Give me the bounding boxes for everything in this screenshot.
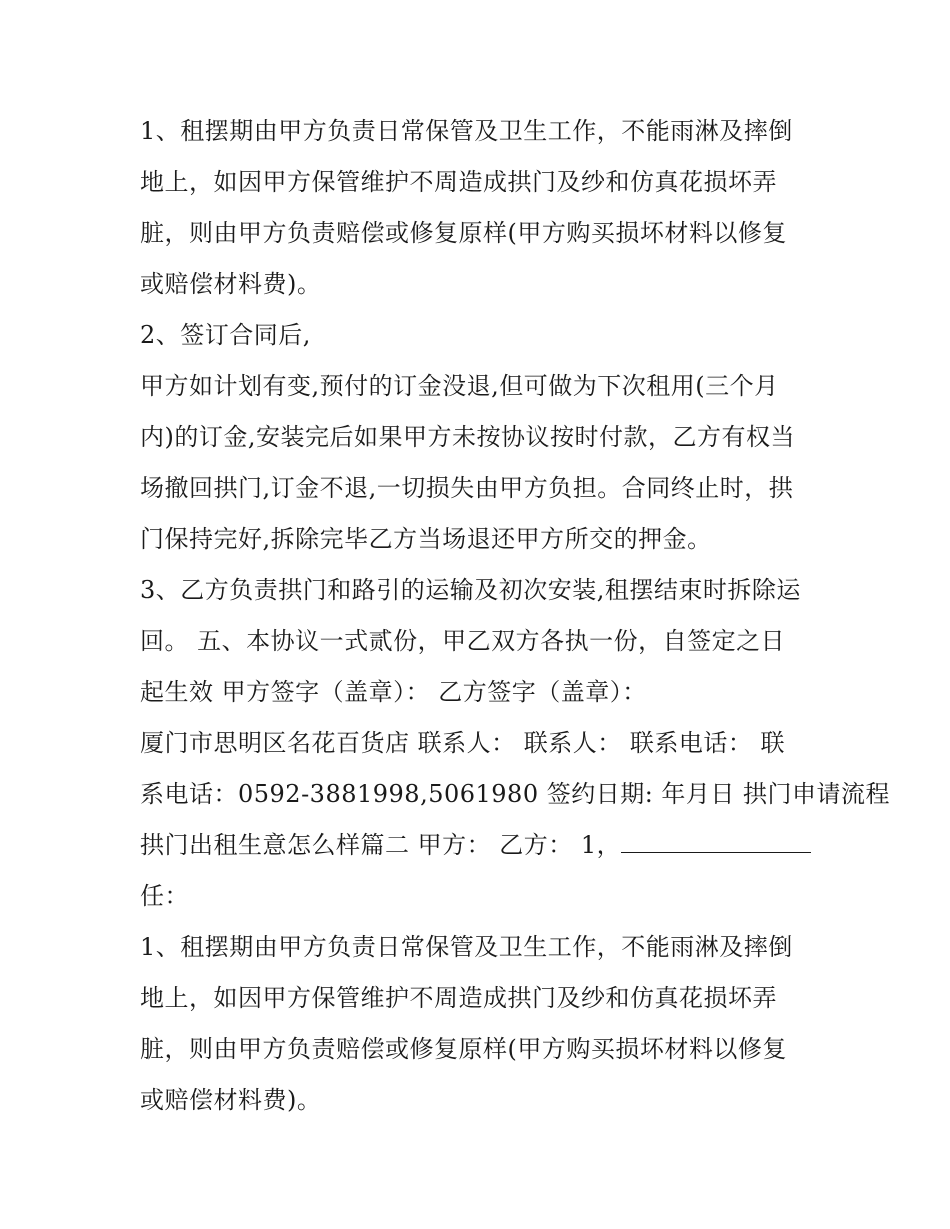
text-line: 起生效 甲方签字（盖章）： 乙方签字（盖章）： <box>140 678 647 706</box>
text-line: 3、乙方负责拱门和路引的运输及初次安装,租摆结束时拆除运 <box>140 576 801 604</box>
text-line: 任： <box>140 882 189 910</box>
text-line: 地上，如因甲方保管维护不周造成拱门及纱和仿真花损坏弄 <box>140 168 777 196</box>
text-line: 地上，如因甲方保管维护不周造成拱门及纱和仿真花损坏弄 <box>140 984 777 1012</box>
text-line: 2、签订合同后, <box>140 321 311 349</box>
text-line-with-blank <box>140 820 812 871</box>
text-line: 厦门市思明区名花百货店 联系人： 联系人： 联系电话： 联 <box>140 729 786 757</box>
text-line: 脏，则由甲方负责赔偿或修复原样(甲方购买损坏材料以修复 <box>140 219 787 247</box>
document-body <box>140 106 891 1126</box>
text-line: 回。 五、本协议一式贰份，甲乙双方各执一份，自签定之日 <box>140 627 786 655</box>
text-line: 内)的订金,安装完后如果甲方未按协议按时付款，乙方有权当 <box>140 423 795 451</box>
text-line: 门保持完好,拆除完毕乙方当场退还甲方所交的押金。 <box>140 525 712 553</box>
text-line: 脏，则由甲方负责赔偿或修复原样(甲方购买损坏材料以修复 <box>140 1035 787 1063</box>
text-line: 场撤回拱门,订金不退,一切损失由甲方负担。合同终止时，拱 <box>140 474 794 502</box>
text-line: 甲方如计划有变,预付的订金没退,但可做为下次租用(三个月 <box>140 372 779 400</box>
text-line: 或赔偿材料费)。 <box>140 1086 322 1114</box>
text-line: 1、租摆期由甲方负责日常保管及卫生工作，不能雨淋及摔倒 <box>140 933 793 961</box>
text-line: 1、租摆期由甲方负责日常保管及卫生工作，不能雨淋及摔倒 <box>140 117 793 145</box>
text-line: 或赔偿材料费)。 <box>140 270 322 298</box>
text-segment: 拱门出租生意怎么样篇二 甲方： 乙方： 1， <box>140 831 622 859</box>
fill-in-blank <box>621 826 811 853</box>
text-line: 系电话：0592-3881998,5061980 签约日期: 年月日 拱门申请流程 <box>140 780 891 808</box>
